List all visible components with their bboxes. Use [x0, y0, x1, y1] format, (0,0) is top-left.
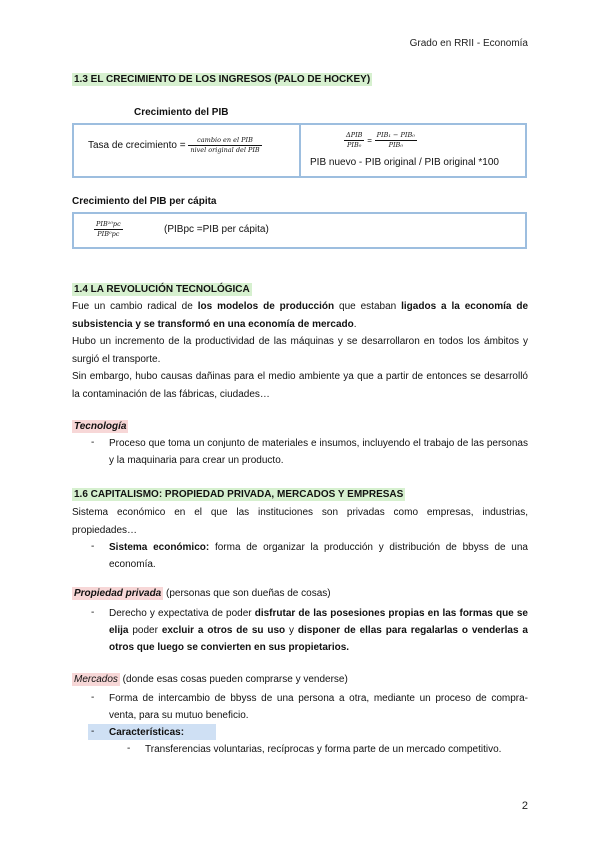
fraction-denominator: PIB⁰pc [97, 230, 120, 238]
per-capita-formula [94, 220, 123, 239]
growth-rate-formula [88, 136, 262, 155]
propiedad-privada-heading: Propiedad privada (personas que son dueñas de cosas) [74, 588, 331, 599]
caracteristicas-label: Características: [109, 727, 185, 738]
fraction-numerator: PIB¹⁰pc [96, 220, 121, 228]
formula-text: PIB nuevo - PIB original / PIB original *100 [310, 157, 499, 168]
difference-fraction [375, 131, 417, 150]
bullet-dash: - [91, 607, 95, 618]
productivity-paragraph: Hubo un incremento de la productividad de las máquinas y se desarrollaron en todos los ámbitos y surgió el transporte. [72, 336, 528, 365]
fraction-numerator: ΔPIB [346, 131, 363, 139]
fraction-denominator: PIB₀ [388, 141, 403, 149]
per-capita-fraction [94, 220, 123, 239]
bullet-dash: - [91, 437, 95, 448]
tecnologia-definition: Proceso que toma un conjunto de materiales e insumos, incluyendo el trabajo de las personas y la maquinaria para crear un producto. [109, 438, 528, 466]
propiedad-privada-definition: Derecho y expectativa de poder disfrutar de las posesiones propias en las formas que se elija poder excluir a otros de su uso y disponer de ellas para regalarlas o venderlas a otros que luego se convierten en sus propietarios. [109, 608, 528, 653]
fraction-denominator: PIB₀ [347, 141, 362, 149]
delta-formula [344, 131, 417, 150]
running-header: Grado en RRII - Economía [409, 38, 528, 49]
fraction-denominator: nivel original del PIB [190, 146, 260, 154]
growth-rate-label: Tasa de crecimiento = [88, 140, 186, 152]
per-capita-note: (PIBpc =PIB per cápita) [164, 224, 269, 235]
equals-sign: = [367, 136, 372, 146]
page-number: 2 [521, 800, 528, 812]
section-1-4-heading: 1.4 LA REVOLUCIÓN TECNOLÓGICA [74, 284, 250, 295]
mercados-heading: Mercados (donde esas cosas pueden comprarse y venderse) [74, 674, 348, 685]
per-capita-box [72, 212, 527, 249]
pib-growth-title: Crecimiento del PIB [134, 107, 229, 118]
formula-cell-divider [299, 125, 301, 176]
fraction-numerator: cambio en el PIB [188, 136, 261, 146]
fraction-numerator: PIB₁ − PIB₀ [376, 131, 415, 139]
sistema-economico-item: Sistema económico: forma de organizar la producción y distribución de bbyss de una economía. [109, 542, 528, 570]
revolution-paragraph: Fue un cambio radical de los modelos de producción que estaban ligados a la economía de subsistencia y se transformó en una economía de mercado. [72, 301, 529, 330]
growth-rate-fraction [188, 136, 261, 155]
sub-bullet-dash: - [127, 743, 131, 754]
bullet-dash: - [91, 726, 95, 737]
capitalism-paragraph: Sistema económico en el que las instituciones son privadas como empresas, industrias, propiedades… [72, 507, 528, 536]
caracteristicas-item: Transferencias voluntarias, recíprocas y forma parte de un mercado competitivo. [145, 744, 502, 755]
bullet-dash: - [91, 541, 95, 552]
per-capita-title: Crecimiento del PIB per cápita [72, 196, 217, 207]
section-1-3-heading: 1.3 EL CRECIMIENTO DE LOS INGRESOS (PALO DE HOCKEY) [74, 74, 371, 85]
mercados-definition: Forma de intercambio de bbyss de una persona a otra, mediante un proceso de compra-venta, para su mutuo beneficio. [109, 693, 528, 721]
tecnologia-heading: Tecnología [74, 421, 127, 432]
delta-fraction [344, 131, 364, 150]
environment-paragraph: Sin embargo, hubo causas dañinas para el medio ambiente ya que a partir de entonces se desarrolló la contaminación de las fábricas, ciudades… [72, 371, 528, 400]
pib-formula-box [72, 123, 527, 178]
section-1-6-heading: 1.6 CAPITALISMO: PROPIEDAD PRIVADA, MERCADOS Y EMPRESAS [74, 489, 404, 500]
bullet-dash: - [91, 692, 95, 703]
